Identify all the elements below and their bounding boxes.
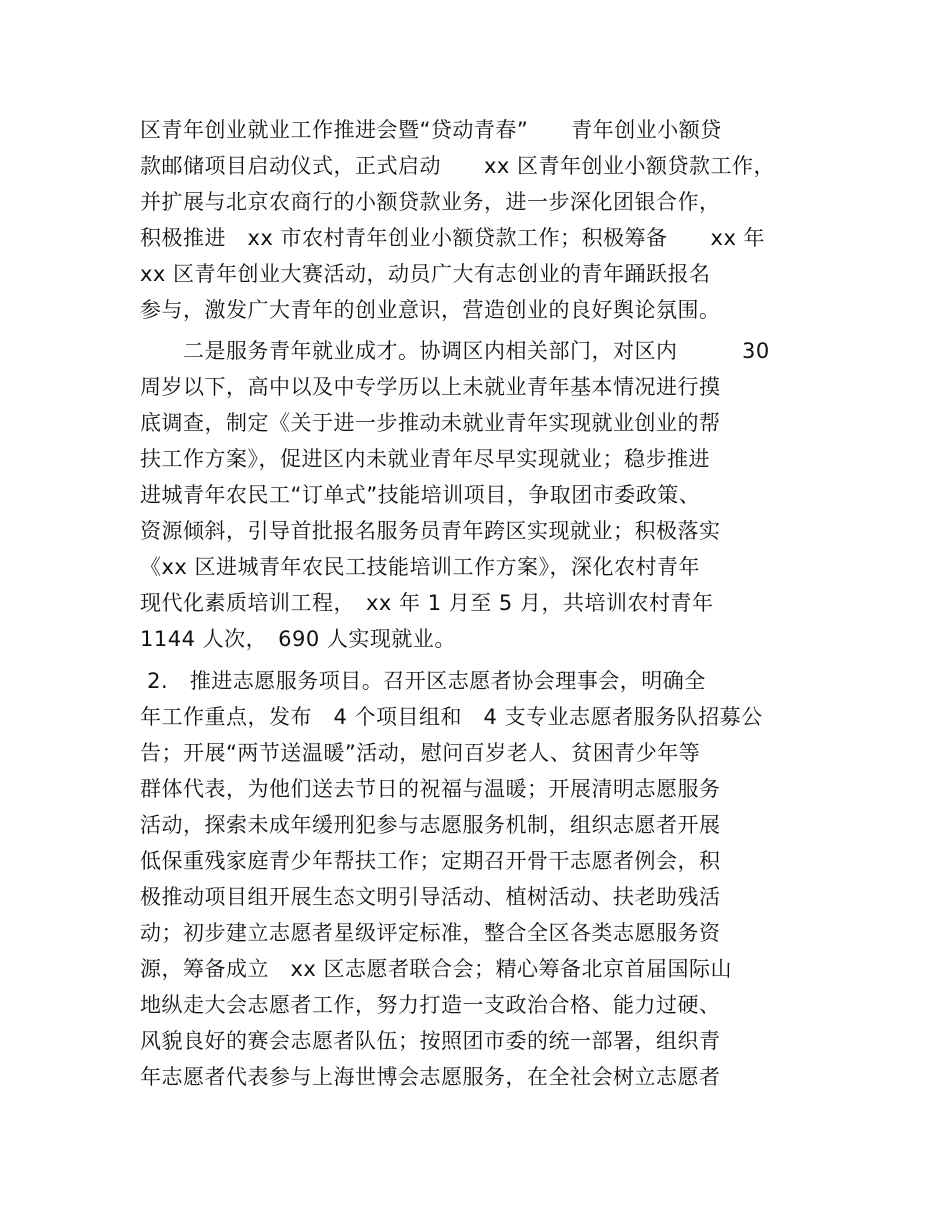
text-line-24: 源，筹备成立 xx 区志愿者联合会；精心筹备北京首届国际山 [140, 957, 733, 981]
text-line-15: 1144 人次， 690 人实现就业。 [140, 627, 456, 651]
text-line-1: 区青年创业就业工作推进会暨“贷动青春” 青年创业小额贷 [140, 118, 722, 142]
text-line-2: 款邮储项目启动仪式，正式启动 xx 区青年创业小额贷款工作， [140, 154, 776, 178]
text-line-20: 活动，探索未成年缓刑犯参与志愿服务机制，组织志愿者开展 [140, 813, 721, 837]
text-line-6: 参与，激发广大青年的创业意识，营造创业的良好舆论氛围。 [140, 298, 721, 322]
text-line-17: 年工作重点，发布 4 个项目组和 4 支专业志愿者服务队招募公 [140, 705, 763, 729]
text-line-19: 群体代表，为他们送去节日的祝福与温暖；开展清明志愿服务 [140, 777, 721, 801]
text-line-21: 低保重残家庭青少年帮扶工作；定期召开骨干志愿者例会，积 [140, 849, 721, 873]
text-line-22: 极推动项目组开展生态文明引导活动、植树活动、扶老助残活 [140, 885, 721, 909]
text-line-3: 并扩展与北京农商行的小额贷款业务，进一步深化团银合作， [140, 190, 721, 214]
text-line-7: 二是服务青年就业成才。协调区内相关部门，对区内 30 [140, 339, 770, 363]
text-line-4: 积极推进 xx 市农村青年创业小额贷款工作；积极筹备 xx 年 [140, 226, 766, 250]
text-line-8: 周岁以下，高中以及中专学历以上未就业青年基本情况进行摸 [140, 375, 721, 399]
text-line-18: 告；开展“两节送温暖”活动，慰问百岁老人、贫困青少年等 [140, 741, 701, 765]
text-line-16: 2. 推进志愿服务项目。召开区志愿者协会理事会，明确全 [140, 669, 706, 693]
text-line-12: 资源倾斜，引导首批报名服务员青年跨区实现就业；积极落实 [140, 519, 721, 543]
text-line-10: 扶工作方案》，促进区内未就业青年尽早实现就业；稳步推进 [140, 447, 710, 471]
text-line-23: 动；初步建立志愿者星级评定标准，整合全区各类志愿服务资 [140, 921, 721, 945]
text-line-26: 风貌良好的赛会志愿者队伍；按照团市委的统一部署，组织青 [140, 1029, 721, 1053]
text-line-25: 地纵走大会志愿者工作，努力打造一支政治合格、能力过硬、 [140, 993, 721, 1017]
text-line-9: 底调查，制定《关于进一步推动未就业青年实现就业创业的帮 [140, 411, 721, 435]
text-line-13: 《xx 区进城青年农民工技能培训工作方案》，深化农村青年 [140, 555, 701, 579]
text-line-11: 进城青年农民工“订单式”技能培训项目，争取团市委政策、 [140, 483, 701, 507]
text-line-14: 现代化素质培训工程， xx 年 1 月至 5 月，共培训农村青年 [140, 591, 714, 615]
text-line-5: xx 区青年创业大赛活动，动员广大有志创业的青年踊跃报名 [140, 262, 711, 286]
text-line-27: 年志愿者代表参与上海世博会志愿服务，在全社会树立志愿者 [140, 1065, 721, 1089]
